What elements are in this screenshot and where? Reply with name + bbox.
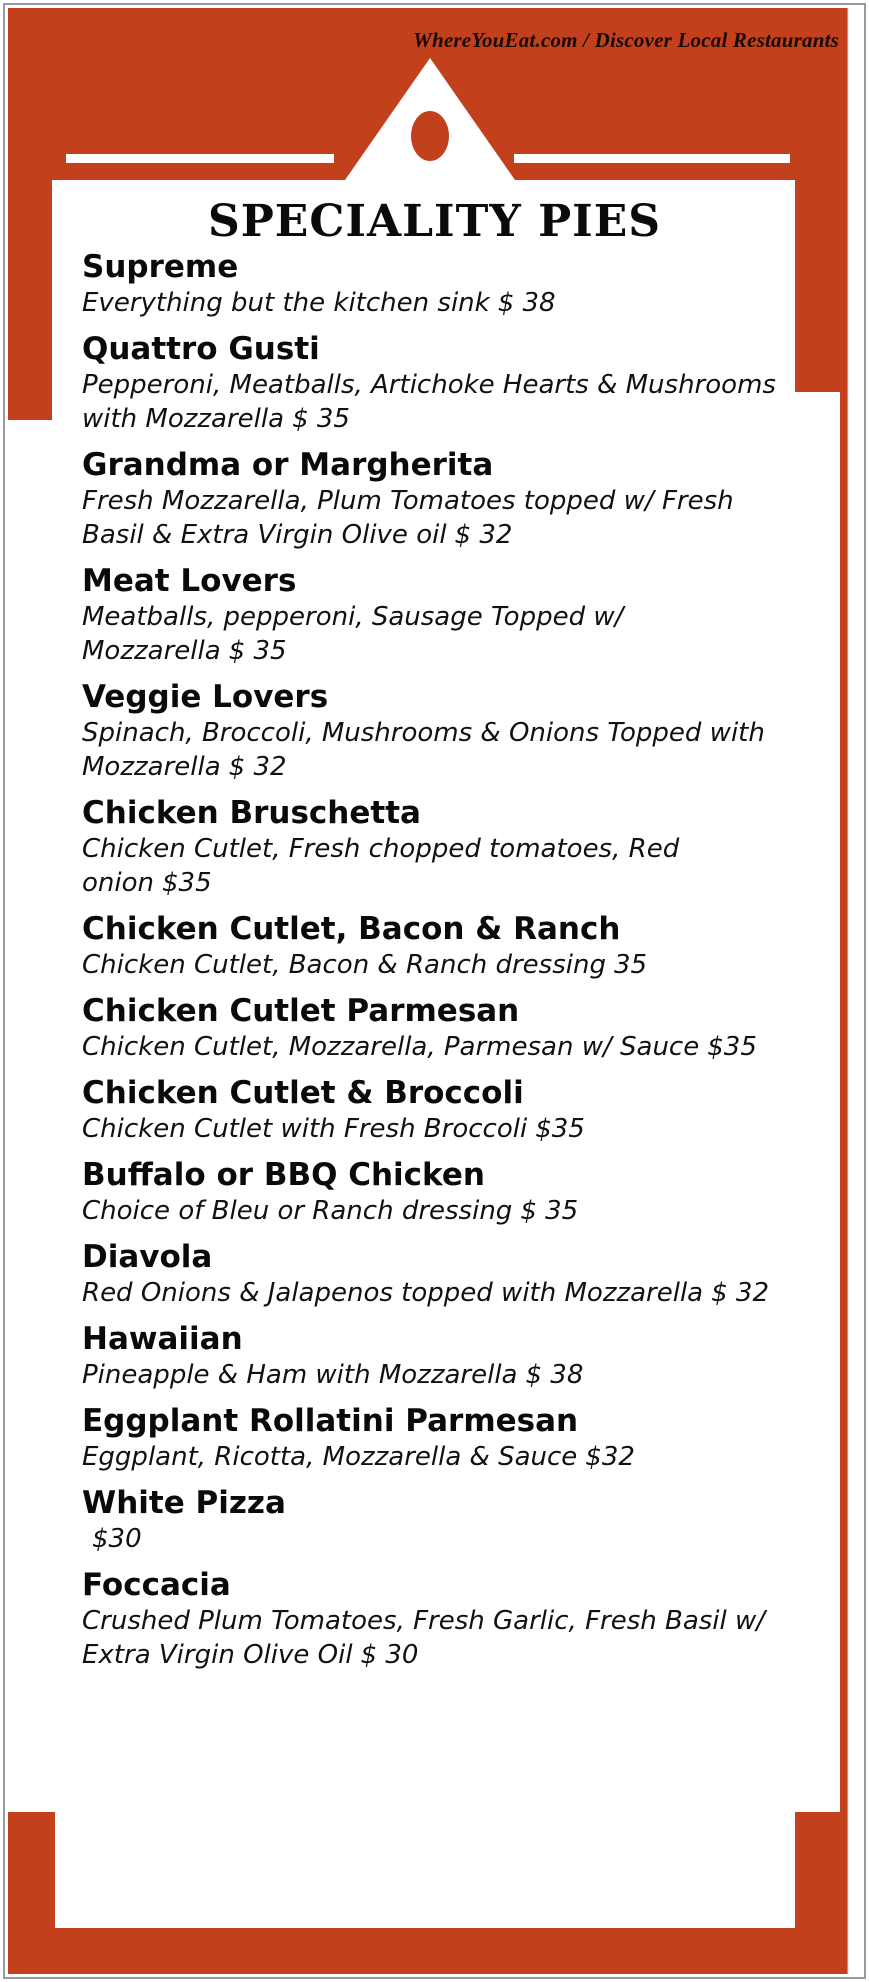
item-price: $ 35 bbox=[292, 404, 350, 434]
item-price: $30 bbox=[92, 1524, 142, 1554]
menu-item bbox=[82, 794, 802, 900]
item-price: $ 35 bbox=[228, 636, 287, 666]
item-description-text: Chicken Cutlet, Mozzarella, Parmesan w/ Sauce bbox=[82, 1032, 700, 1062]
menu-item bbox=[82, 330, 802, 436]
item-name: Diavola bbox=[82, 1239, 213, 1275]
menu-item bbox=[82, 562, 802, 668]
item-name: Meat Lovers bbox=[82, 563, 297, 599]
item-name: Foccacia bbox=[82, 1567, 231, 1603]
item-description-text: Crushed Plum Tomatoes, Fresh Garlic, Fresh Basil w/ Extra Virgin Olive Oil bbox=[82, 1606, 766, 1670]
item-price: $35 bbox=[707, 1032, 757, 1062]
item-price: $ 38 bbox=[525, 1360, 584, 1390]
item-description-text: Chicken Cutlet, Fresh chopped tomatoes, Red onion bbox=[82, 834, 680, 898]
item-price: $ 30 bbox=[360, 1640, 419, 1670]
menu-item bbox=[82, 1320, 802, 1392]
item-price: $ 38 bbox=[497, 288, 556, 318]
item-description bbox=[82, 716, 802, 784]
item-name: Supreme bbox=[82, 249, 239, 285]
item-description-text: Eggplant, Ricotta, Mozzarella & Sauce bbox=[82, 1442, 578, 1472]
item-name: Veggie Lovers bbox=[82, 679, 329, 715]
item-name: Chicken Cutlet Parmesan bbox=[82, 993, 520, 1029]
item-description bbox=[82, 286, 802, 320]
item-description-text: Pepperoni, Meatballs, Artichoke Hearts & Mushrooms with Mozzarella bbox=[82, 370, 776, 434]
stripe-left bbox=[66, 154, 334, 163]
item-price: $ 32 bbox=[454, 520, 513, 550]
menu-item bbox=[82, 248, 802, 320]
item-name: Hawaiian bbox=[82, 1321, 243, 1357]
menu-item bbox=[82, 1156, 802, 1228]
menu-items-list bbox=[82, 248, 802, 1682]
item-description bbox=[82, 1358, 802, 1392]
item-name: Grandma or Margherita bbox=[82, 447, 494, 483]
item-description bbox=[82, 832, 802, 900]
item-description-text: Pineapple & Ham with Mozzarella bbox=[82, 1360, 518, 1390]
item-description-text: Everything but the kitchen sink bbox=[82, 288, 490, 318]
peak-oval bbox=[411, 111, 449, 161]
watermark: WhereYouEat.com / Discover Local Restaurants bbox=[413, 28, 839, 52]
item-description bbox=[82, 1194, 802, 1228]
item-description bbox=[82, 1440, 802, 1474]
item-description bbox=[82, 484, 802, 552]
item-description bbox=[82, 948, 802, 982]
item-price: $ 32 bbox=[228, 752, 287, 782]
item-description-text: Meatballs, pepperoni, Sausage Topped w/ Mozzarella bbox=[82, 602, 624, 666]
item-description bbox=[82, 1030, 802, 1064]
item-description-text: Chicken Cutlet, Bacon & Ranch dressing bbox=[82, 950, 606, 980]
menu-item bbox=[82, 1566, 802, 1672]
menu-item bbox=[82, 1484, 802, 1556]
item-description-text: Chicken Cutlet with Fresh Broccoli bbox=[82, 1114, 528, 1144]
item-description-text: Spinach, Broccoli, Mushrooms & Onions Topped with Mozzarella bbox=[82, 718, 765, 782]
item-name: White Pizza bbox=[82, 1485, 286, 1521]
item-description-text: Red Onions & Jalapenos topped with Mozzarella bbox=[82, 1278, 704, 1308]
menu-title: SPECIALITY PIES bbox=[207, 196, 662, 247]
menu-item bbox=[82, 446, 802, 552]
menu-item bbox=[82, 992, 802, 1064]
item-name: Chicken Cutlet, Bacon & Ranch bbox=[82, 911, 621, 947]
item-price: $ 35 bbox=[520, 1196, 579, 1226]
item-price: $ 32 bbox=[711, 1278, 770, 1308]
item-description-text: Choice of Bleu or Ranch dressing bbox=[82, 1196, 513, 1226]
menu-item bbox=[82, 1074, 802, 1146]
item-name: Chicken Cutlet & Broccoli bbox=[82, 1075, 524, 1111]
menu-item bbox=[82, 910, 802, 982]
item-description bbox=[82, 1276, 802, 1310]
item-price: $32 bbox=[585, 1442, 635, 1472]
menu-item bbox=[82, 678, 802, 784]
item-description-text: Fresh Mozzarella, Plum Tomatoes topped w/ Fresh Basil & Extra Virgin Olive oil bbox=[82, 486, 734, 550]
menu-item bbox=[82, 1238, 802, 1310]
item-description bbox=[82, 1604, 802, 1672]
item-description bbox=[82, 600, 802, 668]
item-name: Chicken Bruschetta bbox=[82, 795, 421, 831]
item-name: Buffalo or BBQ Chicken bbox=[82, 1157, 485, 1193]
stripe-right bbox=[514, 154, 790, 163]
item-price: $35 bbox=[535, 1114, 585, 1144]
item-description bbox=[82, 1112, 802, 1146]
item-price: 35 bbox=[613, 950, 648, 980]
item-description bbox=[82, 368, 802, 436]
item-name: Quattro Gusti bbox=[82, 331, 320, 367]
item-price: $35 bbox=[162, 868, 212, 898]
menu-item bbox=[82, 1402, 802, 1474]
item-description bbox=[82, 1522, 802, 1556]
item-name: Eggplant Rollatini Parmesan bbox=[82, 1403, 579, 1439]
